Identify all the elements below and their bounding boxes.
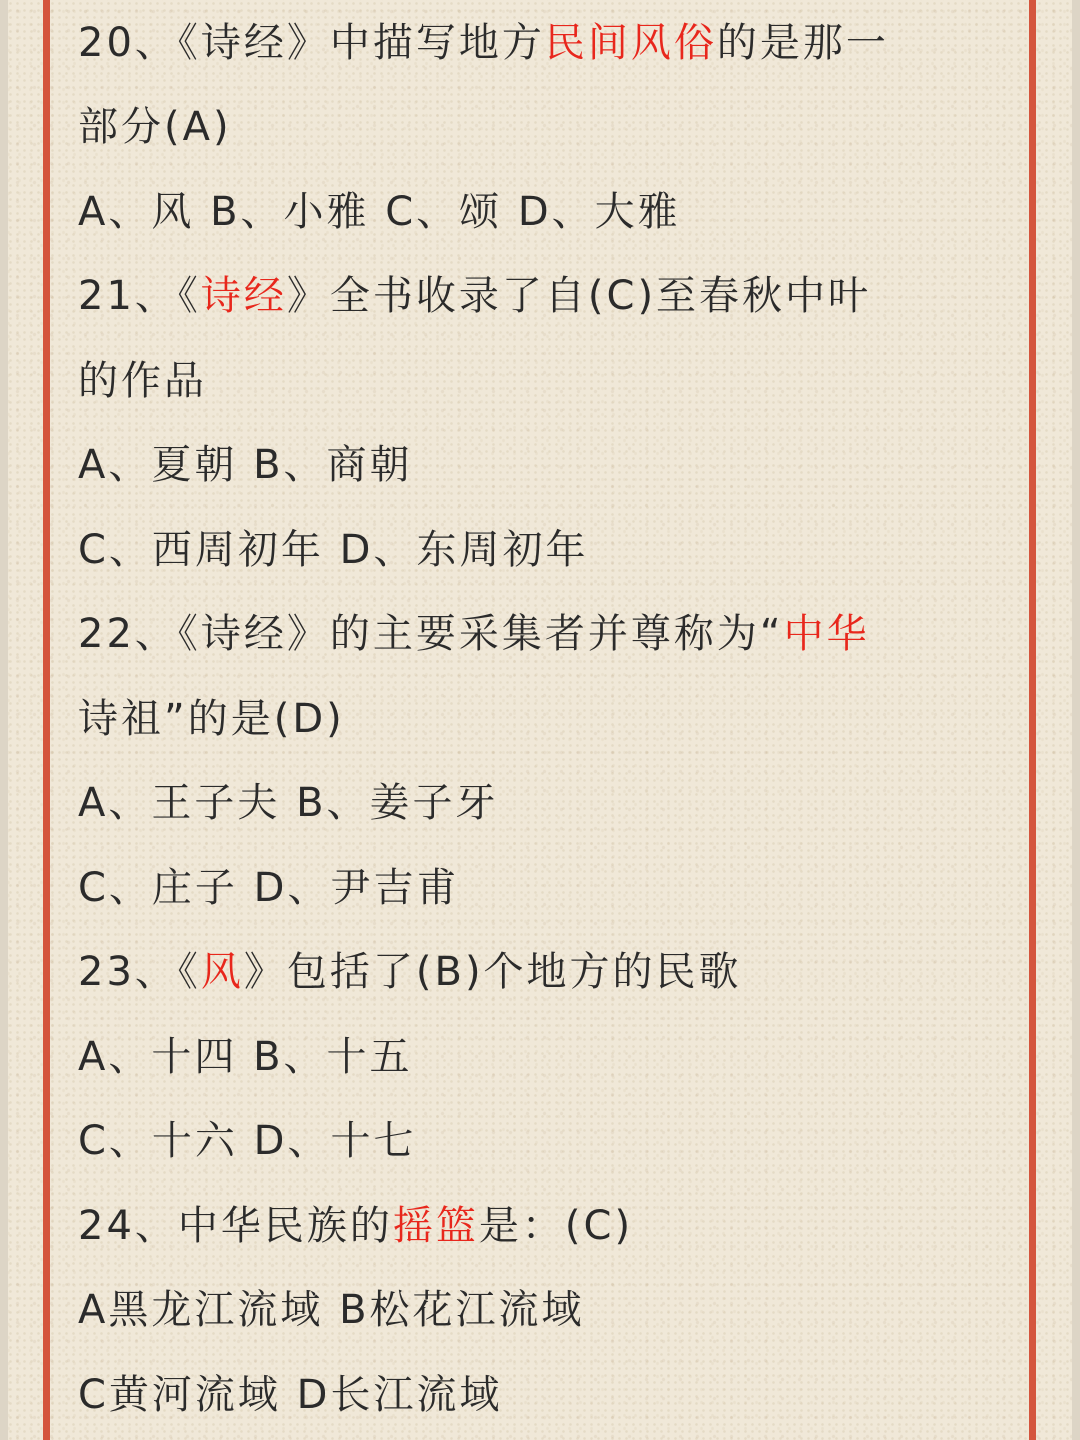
question-20-stem-line-1 [78,17,889,69]
question-20-stem-suffix: 的是那一 [716,20,889,66]
right-border-line [1029,0,1036,1440]
question-23-stem-prefix: 23、《 [78,949,201,995]
question-20-stem-prefix: 20、《诗经》中描写地方 [78,20,545,66]
question-22-stem-line-2: 诗祖”的是(D) [78,696,345,742]
question-20-options: A、风 B、小雅 C、颂 D、大雅 [78,189,681,235]
question-21-options-row-1: A、夏朝 B、商朝 [78,442,413,488]
question-21-stem-line-2: 的作品 [78,358,207,404]
question-22-stem-prefix: 22、《诗经》的主要采集者并尊称为“ [78,611,784,657]
question-24-options-row-2: C黄河流域 D长江流域 [78,1372,503,1418]
page-edge-left [0,0,8,1440]
question-23-options-row-2: C、十六 D、十七 [78,1118,417,1164]
question-21-stem-prefix: 21、《 [78,273,201,319]
page-edge-right [1072,0,1080,1440]
left-border-line [43,0,50,1440]
question-21-options-row-2: C、西周初年 D、东周初年 [78,527,589,573]
question-23-keyword-highlight: 风 [200,949,244,995]
question-22-keyword-highlight: 中华 [783,611,870,657]
question-23-options-row-1: A、十四 B、十五 [78,1034,413,1080]
question-20-keyword-highlight: 民间风俗 [544,20,717,66]
question-24-stem [78,1200,633,1252]
question-23-stem-suffix: 》包括了(B)个地方的民歌 [243,949,742,995]
question-21-stem-line-1 [78,270,871,322]
question-22-stem-line-1 [78,608,870,660]
question-20-stem-line-2: 部分(A) [78,104,232,150]
question-23-stem [78,946,742,998]
question-21-stem-suffix: 》全书收录了自(C)至春秋中叶 [286,273,872,319]
question-24-stem-suffix: 是：(C) [478,1203,634,1249]
question-24-stem-prefix: 24、中华民族的 [78,1203,393,1249]
question-24-options-row-1: A黑龙江流域 B松花江流域 [78,1287,585,1333]
question-22-options-row-2: C、庄子 D、尹吉甫 [78,865,460,911]
question-24-keyword-highlight: 摇篮 [392,1203,479,1249]
question-22-options-row-1: A、王子夫 B、姜子牙 [78,780,499,826]
question-21-keyword-highlight: 诗经 [200,273,287,319]
